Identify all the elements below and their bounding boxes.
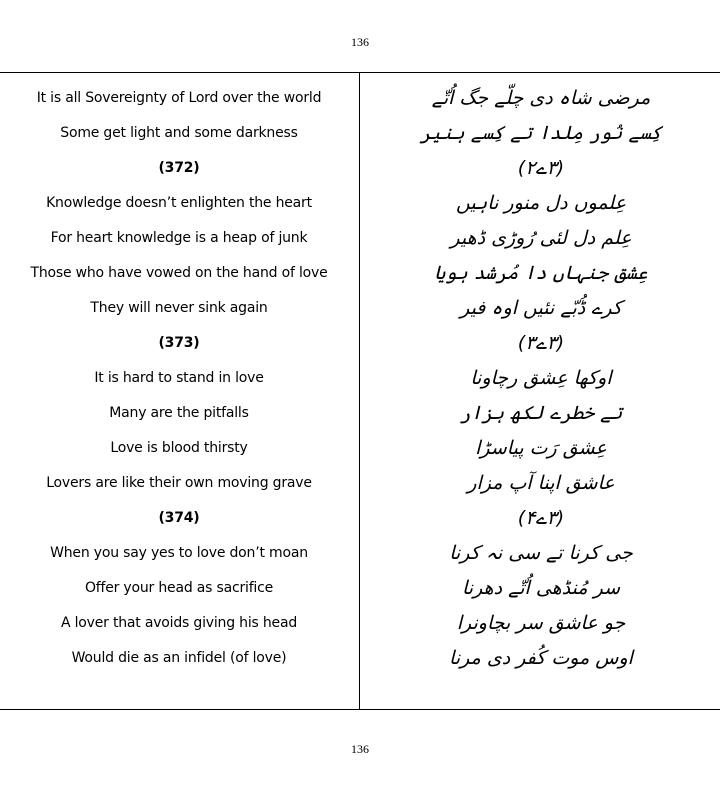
english-line: Lovers are like their own moving grave <box>46 474 312 491</box>
english-line: It is hard to stand in love <box>94 369 264 386</box>
english-line: A lover that avoids giving his head <box>60 614 298 631</box>
urdu-verse-number: (۳ے۴) <box>517 506 565 529</box>
urdu-line: مرضی شاہ دی چلّے جگ اُتّے <box>431 86 651 109</box>
urdu-column <box>362 80 720 675</box>
bottom-divider <box>0 709 720 710</box>
urdu-line: جی کرنا تے سی نہ کرنا <box>449 541 633 564</box>
urdu-line: عِلم دل لئی رُوڑی ڈھیر <box>450 226 632 249</box>
english-line: Offer your head as sacrifice <box>84 579 274 596</box>
english-line: It is all Sovereignty of Lord over the world <box>36 89 322 106</box>
urdu-line: کرے ڈُبّے نئیں اوہ فیر <box>460 296 622 319</box>
urdu-line: عِشق رَت پیاسڑا <box>475 436 607 459</box>
urdu-line: عِشق جنہاں دا مُرشد ہویا <box>434 261 648 284</box>
urdu-line: تے خطرے لکھ ہزار <box>459 401 623 424</box>
english-line: When you say yes to love don’t moan <box>50 544 308 561</box>
urdu-line: اوس موت کُفر دی مرنا <box>449 646 633 669</box>
english-line: Knowledge doesn’t enlighten the heart <box>46 194 312 211</box>
top-divider <box>0 72 720 73</box>
verse-number: (374) <box>158 509 200 526</box>
urdu-line: عاشق اپنا آپ مزار <box>467 471 615 494</box>
urdu-line: اوکھا عِشق رچاونا <box>470 366 612 389</box>
english-line: For heart knowledge is a heap of junk <box>50 229 308 246</box>
english-line: Would die as an infidel (of love) <box>71 649 287 666</box>
urdu-line: کِسے نُور مِلدا تے کِسے ہنیر <box>420 121 662 144</box>
urdu-verse-number: (۳ے۳) <box>517 331 565 354</box>
verse-number: (373) <box>158 334 200 351</box>
english-line: Some get light and some darkness <box>60 124 298 141</box>
urdu-line: سر مُنڈھی اُتّے دھرنا <box>462 576 621 599</box>
english-line: Many are the pitfalls <box>109 404 249 421</box>
page-number-top: 136 <box>351 35 369 49</box>
page-number-bottom: 136 <box>351 742 369 756</box>
column-divider <box>359 72 360 710</box>
urdu-verse-number: (۳ے۲) <box>517 156 565 179</box>
verse-number: (372) <box>158 159 200 176</box>
english-line: They will never sink again <box>90 299 268 316</box>
english-line: Those who have vowed on the hand of love <box>30 264 328 281</box>
english-column <box>0 80 358 675</box>
english-line: Love is blood thirsty <box>110 439 248 456</box>
urdu-line: جو عاشق سر بچاونرا <box>456 611 626 634</box>
urdu-line: عِلموں دل منور ناہیں <box>455 191 627 214</box>
